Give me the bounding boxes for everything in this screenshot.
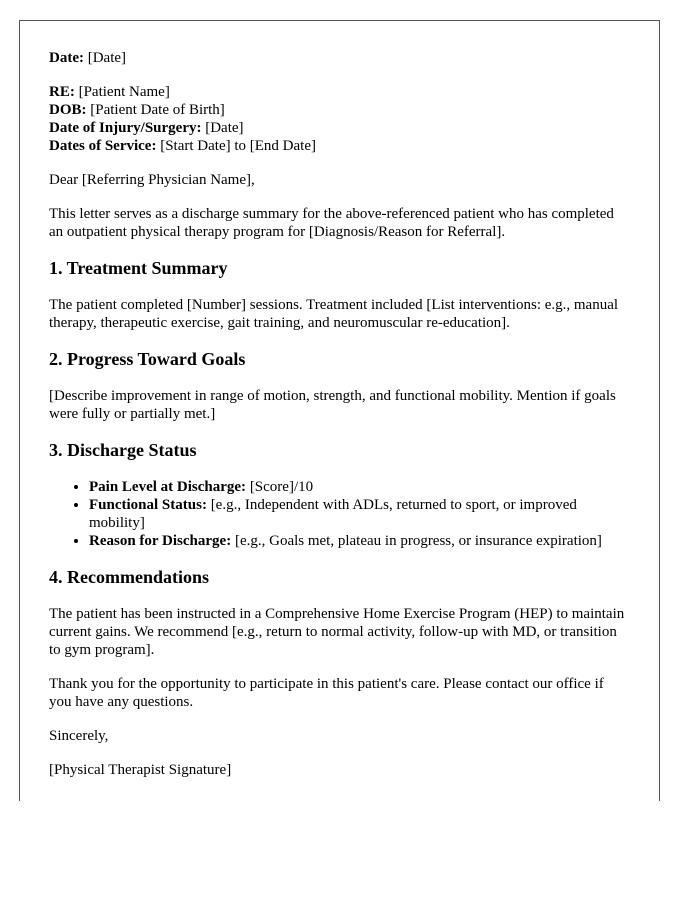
intro-paragraph: This letter serves as a discharge summary for the above-referenced patient who has completed an outpatient physical therapy program for [Diagnosis/Reason for Referral]. (49, 206, 614, 240)
functional-status-value: [e.g., Independent with ADLs, returned to sport, or improved mobility] (89, 497, 577, 531)
service-dates-value: [Start Date] to [End Date] (156, 138, 316, 154)
pain-level-value: [Score]/10 (246, 479, 314, 495)
discharge-reason-label: Reason for Discharge: (89, 533, 232, 549)
recommendations-text: The patient has been instructed in a Comprehensive Home Exercise Program (HEP) to maintain current gains. We recommend [e.g., return to normal activity, follow-up with MD, or transition to gym program]. (49, 606, 625, 658)
treatment-summary-heading: 1. Treatment Summary (49, 258, 228, 278)
discharge-status-heading: 3. Discharge Status (49, 440, 197, 460)
patient-info (49, 83, 629, 155)
pain-level-label: Pain Level at Discharge: (89, 479, 247, 495)
dob-line (49, 101, 629, 119)
date-line (49, 49, 629, 67)
dob-value: [Patient Date of Birth] (86, 102, 225, 118)
discharge-reason-value: [e.g., Goals met, plateau in progress, or insurance expiration] (231, 533, 602, 549)
re-value: [Patient Name] (74, 84, 170, 100)
date-label: Date: (49, 50, 84, 66)
re-label: RE: (49, 84, 75, 100)
injury-date-line (49, 119, 629, 137)
service-dates-label: Dates of Service: (49, 138, 157, 154)
re-line (49, 83, 629, 101)
treatment-summary-text: The patient completed [Number] sessions. Treatment included [List interventions: e.g., manual therapy, therapeutic exercise, gait training, and neuromuscular re-education]. (49, 297, 619, 331)
letter-body (49, 49, 629, 795)
date-value: [Date] (83, 50, 127, 66)
injury-date-value: [Date] (201, 120, 244, 136)
list-item (89, 532, 629, 550)
salutation: Dear [Referring Physician Name], (49, 172, 255, 188)
sign-off: Sincerely, (49, 728, 109, 744)
signature-line: [Physical Therapist Signature] (49, 762, 232, 778)
injury-date-label: Date of Injury/Surgery: (49, 120, 202, 136)
recommendations-heading: 4. Recommendations (49, 567, 209, 587)
progress-text: [Describe improvement in range of motion, strength, and functional mobility. Mention if goals were fully or partially met.] (49, 388, 616, 422)
dob-label: DOB: (49, 102, 87, 118)
progress-heading: 2. Progress Toward Goals (49, 349, 246, 369)
document-page (19, 20, 660, 801)
thanks-paragraph: Thank you for the opportunity to participate in this patient's care. Please contact our office if you have any questions. (49, 676, 604, 710)
list-item (89, 496, 629, 532)
service-dates-line (49, 137, 629, 155)
functional-status-label: Functional Status: (89, 497, 207, 513)
discharge-status-list (49, 478, 629, 550)
list-item (89, 478, 629, 496)
